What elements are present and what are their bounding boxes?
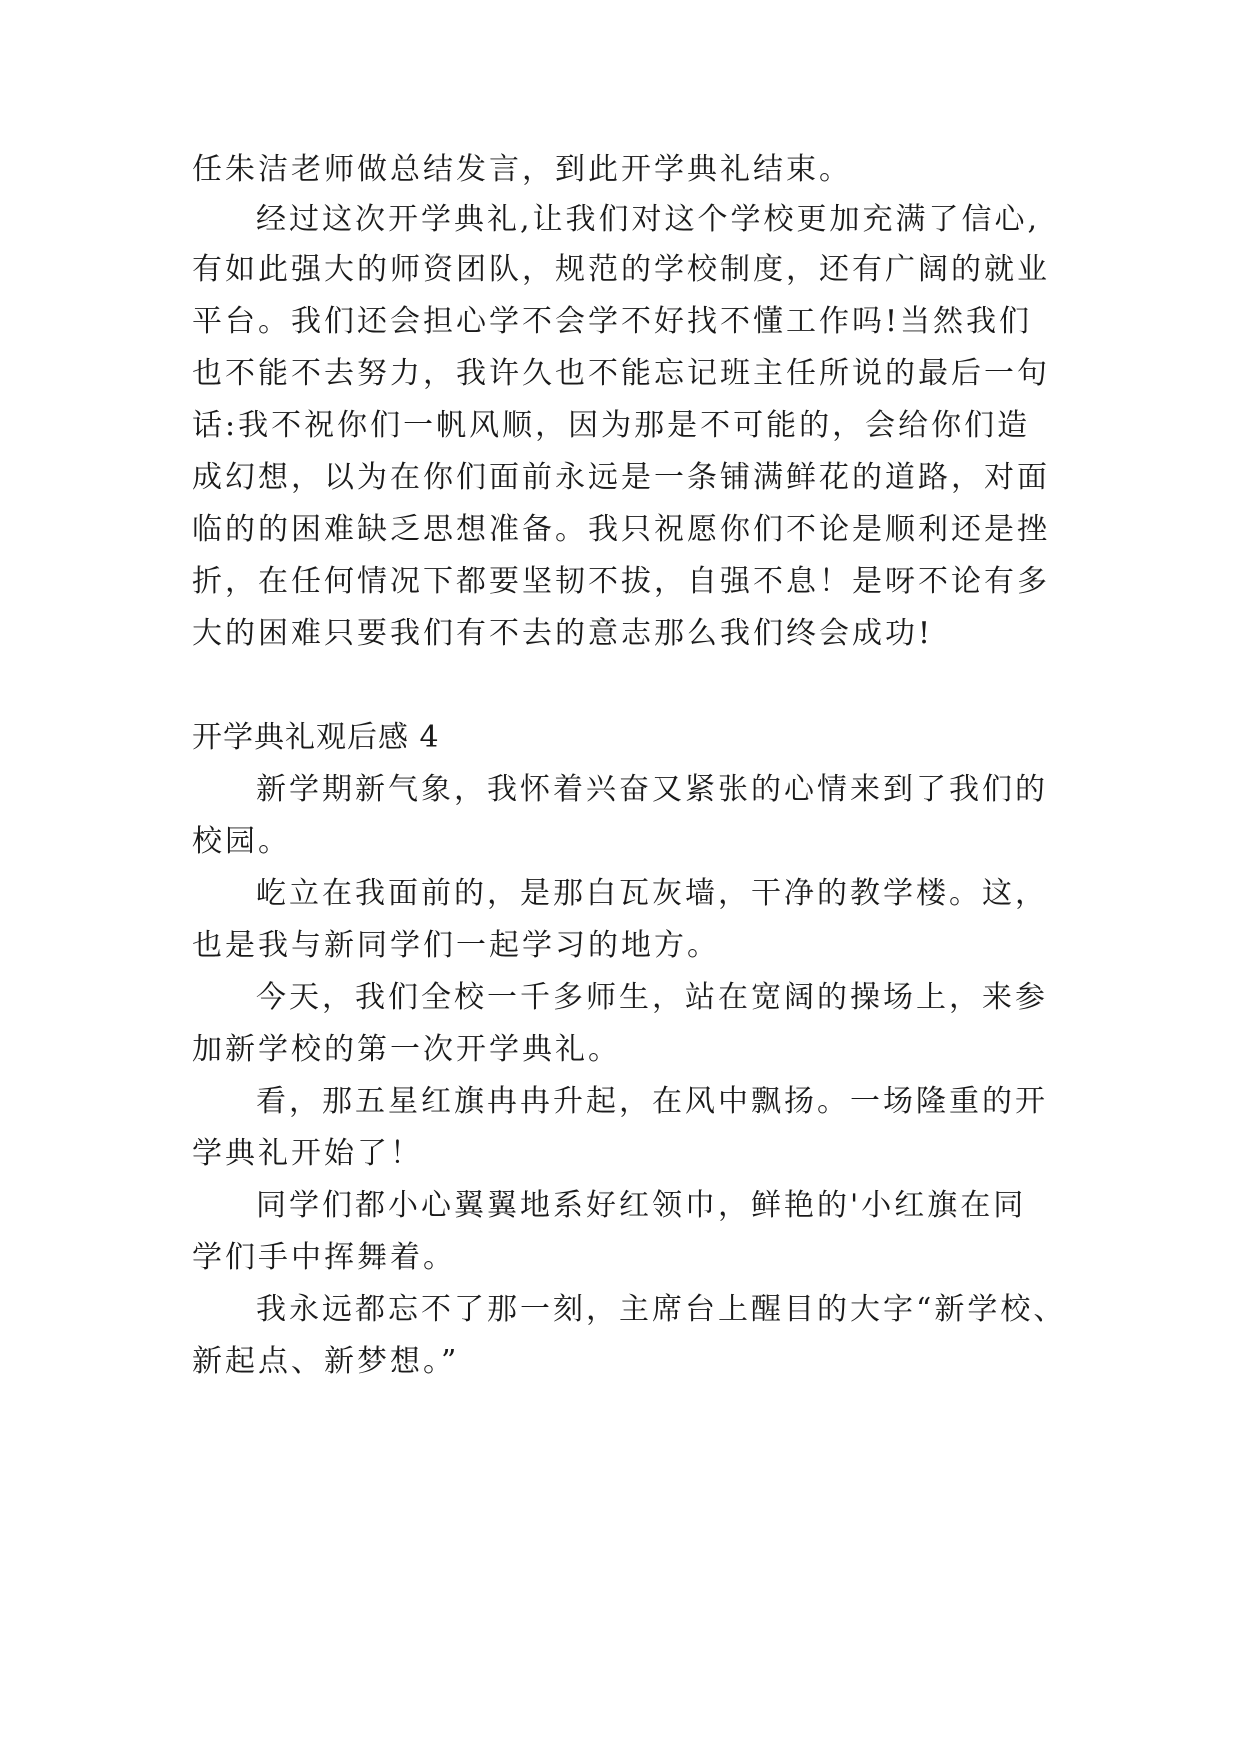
text-line: 校园。 <box>192 824 291 859</box>
text-line: 也不能不去努力，我许久也不能忘记班主任所说的最后一句 <box>192 356 1050 391</box>
text-line: 学典礼开始了！ <box>192 1136 423 1171</box>
text-line: 成幻想，以为在你们面前永远是一条铺满鲜花的道路，对面 <box>192 460 1050 495</box>
text-line: 临的的困难缺乏思想准备。我只祝愿你们不论是顺利还是挫 <box>192 512 1050 547</box>
text-line: 平台。我们还会担心学不会学不好找不懂工作吗!当然我们 <box>192 304 1033 339</box>
paragraph-first-line: 经过这次开学典礼,让我们对这个学校更加充满了信心, <box>256 202 1041 237</box>
text-line: 任朱洁老师做总结发言，到此开学典礼结束。 <box>192 152 852 187</box>
text-line: 新起点、新梦想。” <box>192 1344 460 1379</box>
text-line: 有如此强大的师资团队，规范的学校制度，还有广阔的就业 <box>192 252 1050 287</box>
paragraph-first-line: 今天，我们全校一千多师生，站在宽阔的操场上，来参 <box>256 980 1048 1015</box>
paragraph-first-line: 屹立在我面前的，是那白瓦灰墙，干净的教学楼。这， <box>256 876 1048 911</box>
text-line: 加新学校的第一次开学典礼。 <box>192 1032 621 1067</box>
text-line: 折，在任何情况下都要坚韧不拔，自强不息！是呀不论有多 <box>192 564 1050 599</box>
paragraph-first-line: 新学期新气象，我怀着兴奋又紧张的心情来到了我们的 <box>256 772 1048 807</box>
section-title: 开学典礼观后感 4 <box>192 720 440 755</box>
text-line: 也是我与新同学们一起学习的地方。 <box>192 928 720 963</box>
paragraph-first-line: 同学们都小心翼翼地系好红领巾，鲜艳的'小红旗在同 <box>256 1188 1027 1223</box>
paragraph-first-line: 看，那五星红旗冉冉升起，在风中飘扬。一场隆重的开 <box>256 1084 1048 1119</box>
paragraph-first-line: 我永远都忘不了那一刻，主席台上醒目的大字“新学校、 <box>256 1292 1067 1327</box>
text-line: 话:我不祝你们一帆风顺，因为那是不可能的，会给你们造 <box>192 408 1031 443</box>
text-line: 大的困难只要我们有不去的意志那么我们终会成功! <box>192 616 934 651</box>
text-line: 学们手中挥舞着。 <box>192 1240 456 1275</box>
